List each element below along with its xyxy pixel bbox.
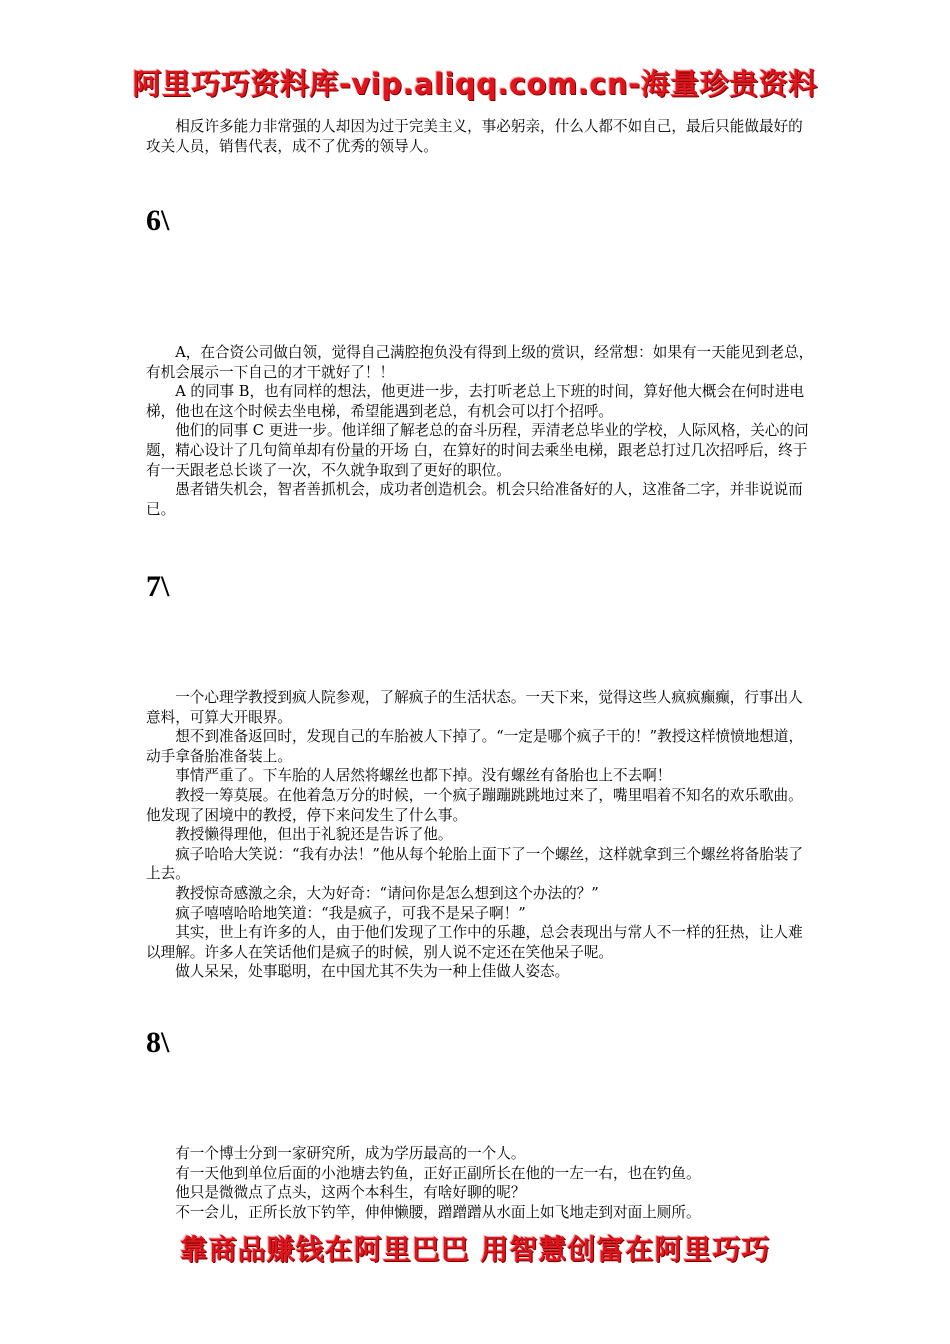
footer-banner: 靠商品赚钱在阿里巴巴 用智慧创富在阿里巧巧: [179, 1233, 771, 1266]
paragraph: 不一会儿，正所长放下钓竿，伸伸懒腰，蹭蹭蹭从水面上如飞地走到对面上厕所。: [175, 1203, 701, 1221]
paragraph: 做人呆呆，处事聪明，在中国尤其不失为一种上佳做人姿态。: [175, 963, 570, 981]
section-heading-8: 8\: [146, 1026, 170, 1059]
paragraph: 有一天他到单位后面的小池塘去钓鱼，正好正副所长在他的一左一右，也在钓鱼。: [175, 1164, 701, 1182]
paragraph: 他只是微微点了点头，这两个本科生，有啥好聊的呢？: [175, 1184, 526, 1202]
section-8-body: [146, 1144, 814, 1222]
intro-block: [146, 117, 814, 156]
section-heading-7: 7\: [146, 570, 170, 603]
paragraph: 想不到准备返回时，发现自己的车胎被人下掉了。“一定是哪个疯子干的！”教授这样愤愤地想道，动手拿备胎准备装上。: [146, 728, 804, 765]
paragraph: 相反许多能力非常强的人却因为过于完美主义，事必躬亲，什么人都不如自己，最后只能做最好的攻关人员，销售代表，成不了优秀的领导人。: [146, 118, 803, 155]
paragraph: A，在合资公司做白领，觉得自己满腔抱负没有得到上级的赏识，经常想：如果有一天能见到老总，有机会展示一下自己的才干就好了！！: [146, 344, 814, 381]
paragraph: 其实，世上有许多的人，由于他们发现了工作中的乐趣，总会表现出与常人不一样的狂热，让人难以理解。许多人在笑话他们是疯子的时候，别人说不定还在笑他呆子呢。: [146, 924, 803, 961]
paragraph: 教授一筹莫展。在他着急万分的时候，一个疯子蹦蹦跳跳地过来了，嘴里唱着不知名的欢乐歌曲。他发现了困境中的教授，停下来问发生了什么事。: [146, 786, 803, 824]
paragraph: 疯子哈哈大笑说：“我有办法！”他从每个轮胎上面下了一个螺丝，这样就拿到三个螺丝将备胎装了上去。: [146, 845, 804, 883]
paragraph: 他们的同事 C 更进一步。他详细了解老总的奋斗历程，弄清老总毕业的学校，人际风格，关心的问题，精心设计了几句简单却有份量的开场 白，在算好的时间去乘坐电梯，跟老总打过几次招呼后，终于有一天跟老总长谈了一次，不久就争取到了更好的职位。: [146, 422, 809, 479]
header-banner: 阿里巧巧资料库-vip.aliqq.com.cn-海量珍贵资料: [132, 67, 818, 101]
paragraph: 教授懒得理他，但出于礼貌还是告诉了他。: [175, 826, 453, 844]
paragraph: A 的同事 B，也有同样的想法，他更进一步，去打听老总上下班的时间，算好他大概会在何时进电梯，他也在这个时候去坐电梯，希望能遇到老总，有机会可以打个招呼。: [146, 383, 805, 420]
paragraph: 有一个博士分到一家研究所，成为学历最高的一个人。: [175, 1145, 526, 1162]
paragraph: 愚者错失机会，智者善抓机会，成功者创造机会。机会只给准备好的人，这准备二字，并非说说而已。: [146, 481, 803, 518]
section-7-body: [146, 688, 814, 982]
paragraph: 一个心理学教授到疯人院参观，了解疯子的生活状态。一天下来，觉得这些人疯疯癫癫，行事出人意料，可算大开眼界。: [146, 689, 803, 726]
section-6-body: [146, 343, 814, 519]
paragraph: 教授惊奇感激之余，大为好奇：“请问你是怎么想到这个办法的？”: [175, 884, 599, 902]
paragraph: 事情严重了。下车胎的人居然将螺丝也都下掉。没有螺丝有备胎也上不去啊！: [175, 767, 672, 785]
section-heading-6: 6\: [146, 204, 170, 237]
paragraph: 疯子嘻嘻哈哈地笑道：“我是疯子，可我不是呆子啊！”: [175, 904, 526, 922]
